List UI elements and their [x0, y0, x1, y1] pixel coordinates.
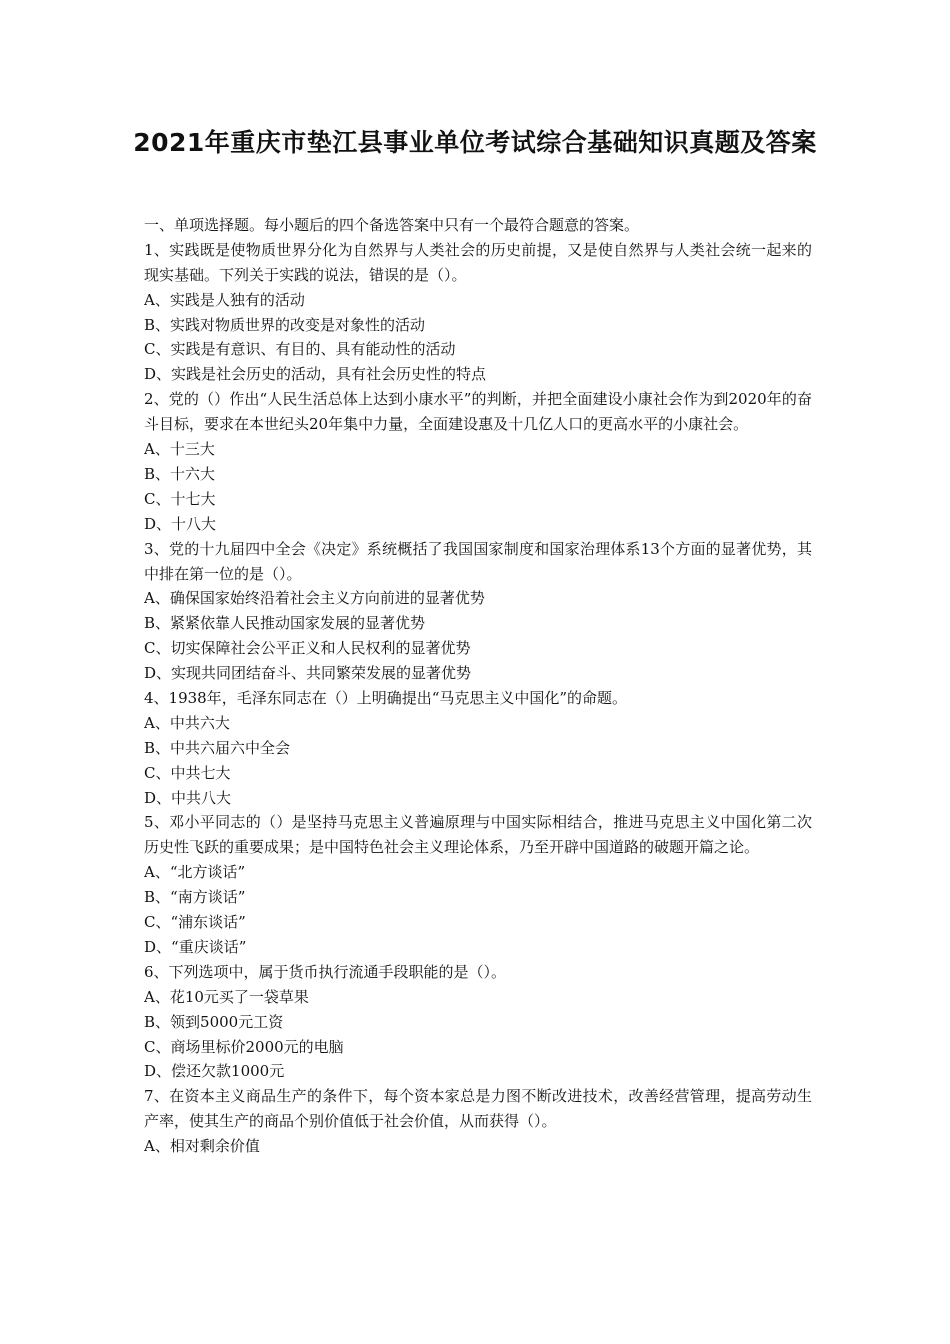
- option-a: A、确保国家始终沿着社会主义方向前进的显著优势: [144, 589, 485, 608]
- option-a: A、实践是人独有的活动: [144, 290, 305, 309]
- question-stem: 7、在资本主义商品生产的条件下，每个资本家总是力图不断改进技术，改善经营管理，提高劳动生产率，使其生产的商品个别价值低于社会价值，从而获得（）。: [144, 1087, 812, 1131]
- option-a: A、十三大: [144, 440, 215, 459]
- question-stem: 1、实践既是使物质世界分化为自然界与人类社会的历史前提，又是使自然界与人类社会统一起来的现实基础。下列关于实践的说法，错误的是（）。: [144, 240, 812, 284]
- option-d: D、中共八大: [144, 788, 232, 807]
- option-c: C、中共七大: [144, 763, 231, 782]
- question-2: [144, 387, 812, 536]
- option-d: D、实现共同团结奋斗、共同繁荣发展的显著优势: [144, 664, 472, 683]
- question-stem: 4、1938年，毛泽东同志在（）上明确提出“马克思主义中国化”的命题。: [144, 689, 628, 708]
- document-body: [144, 213, 812, 1159]
- option-a: A、相对剩余价值: [144, 1137, 260, 1156]
- question-1: [144, 238, 812, 387]
- question-3: [144, 537, 812, 686]
- section-heading: 一、单项选择题。每小题后的四个备选答案中只有一个最符合题意的答案。: [144, 216, 640, 234]
- option-d: D、实践是社会历史的活动，具有社会历史性的特点: [144, 365, 487, 384]
- question-stem: 5、邓小平同志的（）是坚持马克思主义普遍原理与中国实际相结合，推进马克思主义中国化第二次历史性飞跃的重要成果；是中国特色社会主义理论体系，乃至开辟中国道路的破题开篇之论。: [144, 813, 812, 857]
- option-b: B、领到5000元工资: [144, 1012, 284, 1031]
- question-7: [144, 1084, 812, 1159]
- option-a: A、“北方谈话”: [144, 863, 246, 882]
- option-d: D、十八大: [144, 514, 217, 533]
- option-c: C、商场里标价2000元的电脑: [144, 1037, 344, 1056]
- option-b: B、紧紧依靠人民推动国家发展的显著优势: [144, 614, 426, 633]
- option-b: B、“南方谈话”: [144, 888, 246, 907]
- option-c: C、实践是有意识、有目的、具有能动性的活动: [144, 340, 456, 359]
- question-6: [144, 960, 812, 1084]
- option-c: C、十七大: [144, 489, 216, 508]
- option-a: A、中共六大: [144, 713, 230, 732]
- option-b: B、实践对物质世界的改变是对象性的活动: [144, 315, 426, 334]
- option-a: A、花10元买了一袋草果: [144, 987, 309, 1006]
- option-d: D、“重庆谈话”: [144, 937, 247, 956]
- option-b: B、中共六届六中全会: [144, 738, 291, 757]
- option-d: D、偿还欠款1000元: [144, 1062, 285, 1081]
- question-5: [144, 810, 812, 959]
- option-b: B、十六大: [144, 464, 216, 483]
- option-c: C、“浦东谈话”: [144, 913, 246, 932]
- question-stem: 3、党的十九届四中全会《决定》系统概括了我国国家制度和国家治理体系13个方面的显著优势，其中排在第一位的是（）。: [144, 539, 812, 583]
- question-4: [144, 686, 812, 810]
- option-c: C、切实保障社会公平正义和人民权利的显著优势: [144, 639, 471, 658]
- document-title: 2021年重庆市垫江县事业单位考试综合基础知识真题及答案: [133, 128, 817, 157]
- question-stem: 6、下列选项中，属于货币执行流通手段职能的是（）。: [144, 962, 507, 981]
- question-stem: 2、党的（）作出“人民生活总体上达到小康水平”的判断，并把全面建设小康社会作为到2020年的奋斗目标，要求在本世纪头20年集中力量，全面建设惠及十几亿人口的更高水平的小康社会。: [144, 390, 812, 434]
